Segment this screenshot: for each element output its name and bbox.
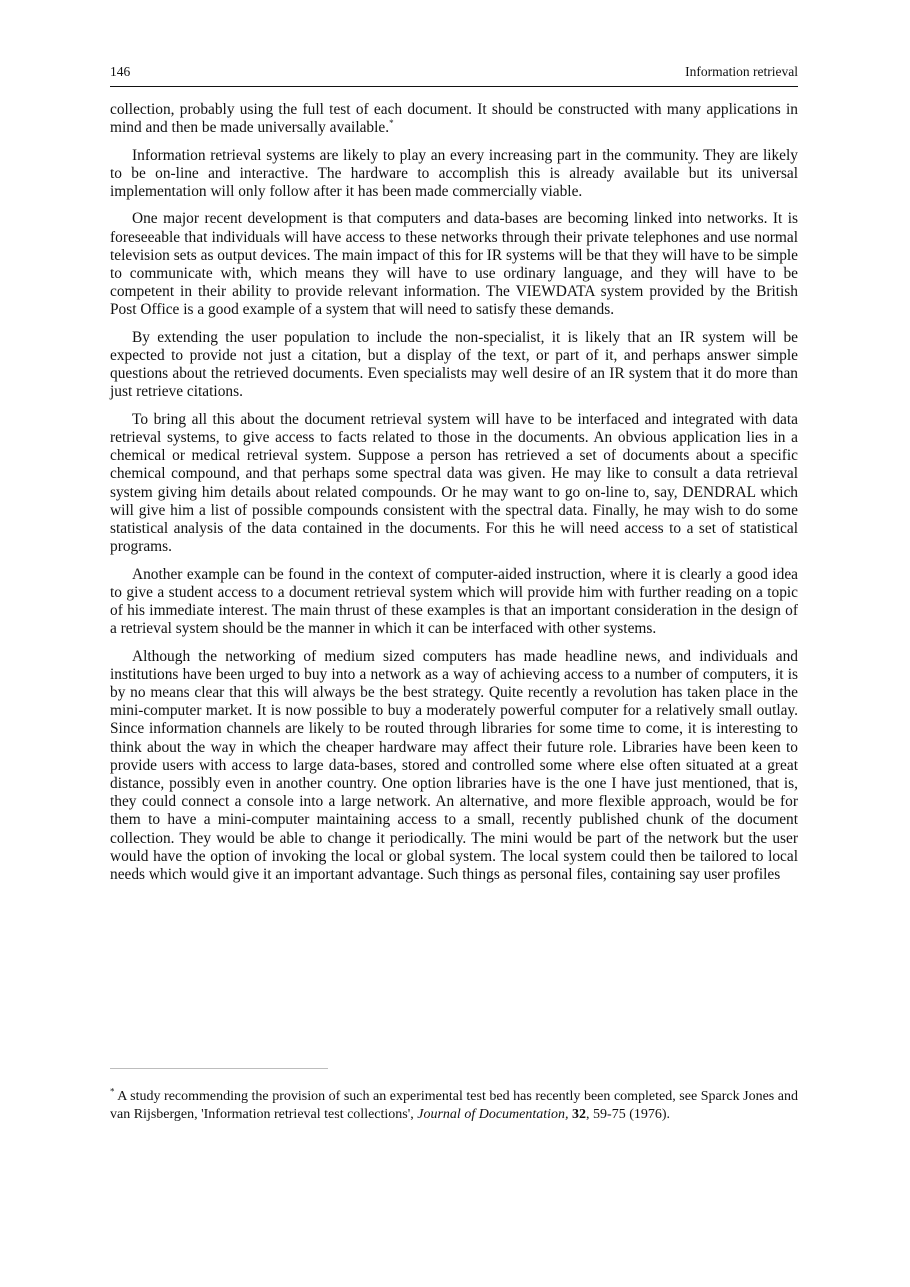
footnote-mark: * [110,1086,115,1097]
footnote-text-after: , 59-75 (1976). [586,1107,671,1122]
footnote-journal-title: Journal of Documentation, [417,1107,569,1122]
body-text [110,101,798,884]
paragraph-4: By extending the user population to include the non-specialist, it is likely that an IR system will be expected to provide not just a citation, but a display of the text, or part of it, and perhaps answer simple questions about the retrieved documents. Even specialists may well desire of an IR system that it do more than just retrieve citations. [110,328,798,401]
running-header [110,64,798,87]
footnote-reference-mark: * [389,118,394,129]
footnote-volume: 32 [572,1107,587,1122]
paragraph-5: To bring all this about the document retrieval system will have to be interfaced and integrated with data retrieval systems, to give access to facts related to those in the documents. An obvious application lies in a chemical or medical retrieval system. Suppose a person has retrieved a set of documents about a specific chemical compound, and that perhaps some spectral data was given. He may like to consult a data retrieval system giving him details about related compounds. Or he may want to go on-line to, say, DENDRAL which will give him a list of possible compounds consistent with the spectral data. Finally, he may wish to do some statistical analysis of the data contained in the documents. For this he will need access to a set of statistical programs. [110,410,798,556]
paragraph-7: Although the networking of medium sized computers has made headline news, and individuals and institutions have been urged to buy into a network as a way of achieving access to a number of computers, it is by no means clear that this will always be the best strategy. Quite recently a revolution has taken place in the mini-computer market. It is now possible to buy a moderately powerful computer for a relatively small outlay. Since information channels are likely to be routed through libraries for some time to come, it is interesting to think about the way in which the cheaper hardware may affect their future role. Libraries have been keen to provide users with access to large data-bases, stored and controlled some where else often situated at a great distance, possibly even in another country. One option libraries have is the one I have just mentioned, that is, they could connect a console into a large network. An alternative, and more flexible approach, would be for them to have a mini-computer maintaining access to a small, recently published chunk of the document collection. They would be able to change it periodically. The mini would be part of the network but the user would have the option of invoking the local or global system. The local system could then be tailored to local needs which would give it an important advantage. Such things as personal files, containing say user profiles [110,647,798,884]
footnote-text-before: A study recommending the provision of such an experimental test bed has recently been completed, see Sparck Jones and van Rijsbergen, 'Information retrieval test collections', [110,1089,798,1122]
paragraph-1 [110,101,798,137]
paragraph-3: One major recent development is that computers and data-bases are becoming linked into networks. It is foreseeable that individuals will have access to these networks through their private telephones and use normal television sets as output devices. The main impact of this for IR systems will be that they will have to be simple to communicate with, which means they will have to use ordinary language, and they will have to be competent in their ability to provide relevant information. The VIEWDATA system provided by the British Post Office is a good example of a system that will need to satisfy these demands. [110,210,798,319]
paragraph-6: Another example can be found in the context of computer-aided instruction, where it is clearly a good idea to give a student access to a document retrieval system which will provide him with further reading on a topic of his immediate interest. The main thrust of these examples is that an important consideration in the design of a retrieval system should be the manner in which it can be interfaced with other systems. [110,565,798,638]
footnote-divider [110,1068,328,1069]
running-title: Information retrieval [685,64,798,79]
page [110,64,798,893]
paragraph-1-text: collection, probably using the full test of each document. It should be constructed with many applications in mind and then be made universally available. [110,101,798,137]
paragraph-2: Information retrieval systems are likely to play an every increasing part in the community. They are likely to be on-line and interactive. The hardware to accomplish this is already available but its universal implementation will only follow after it has been made commercially viable. [110,146,798,200]
footnote [110,1088,798,1124]
page-number: 146 [110,64,131,79]
